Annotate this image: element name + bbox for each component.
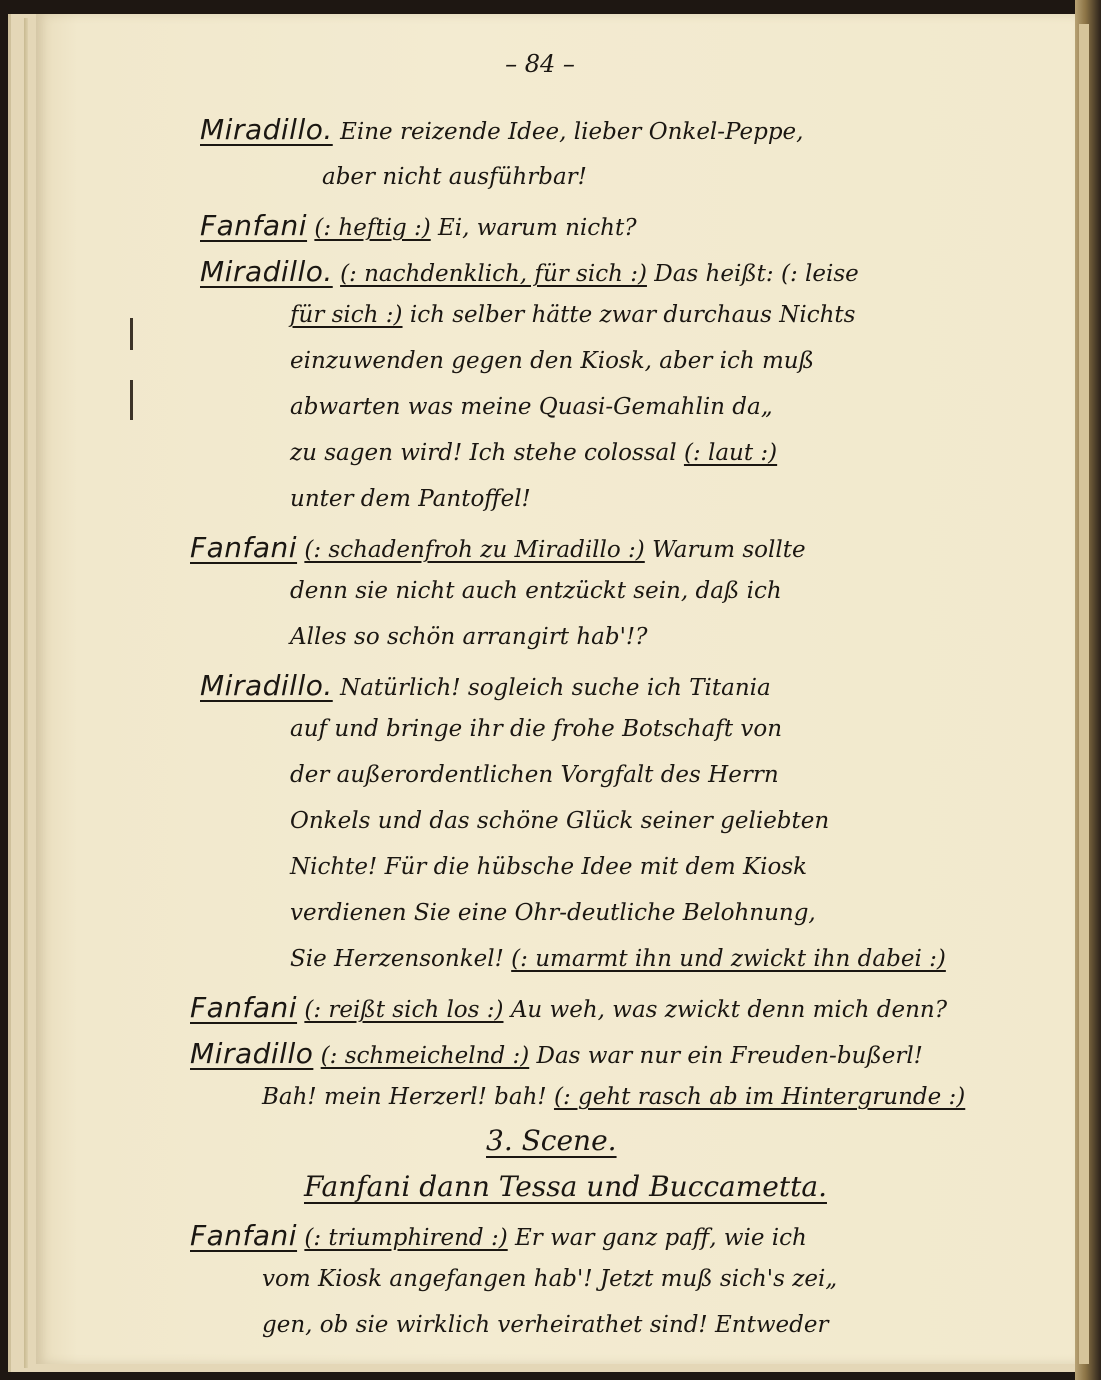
dialogue-text: unter dem Pantoffel! <box>290 486 531 512</box>
text-line-19 <box>290 948 946 971</box>
text-line-8 <box>290 442 777 465</box>
text-line-13 <box>200 669 771 702</box>
speaker-name: Fanfani <box>200 209 308 242</box>
text-line-20 <box>190 991 948 1024</box>
speaker-name: Miradillo <box>190 1037 314 1070</box>
dialogue-text: denn sie nicht auch entzückt sein, daß ich <box>290 578 782 604</box>
text-line-27 <box>262 1314 828 1337</box>
margin-mark <box>130 318 133 350</box>
text-line-5 <box>290 304 855 327</box>
text-line-6 <box>290 350 814 373</box>
speaker-name: Fanfani <box>190 991 298 1024</box>
text-line-17 <box>290 856 807 879</box>
text-line-1 <box>200 113 960 146</box>
speaker-name: Miradillo. <box>200 113 333 146</box>
stage-direction: (: schadenfroh zu Miradillo :) <box>304 537 645 563</box>
text-line-16 <box>290 810 829 833</box>
margin-mark <box>130 380 133 420</box>
book-edge <box>1075 0 1101 1380</box>
binding-gutter <box>24 18 28 1368</box>
text-line-3 <box>200 209 637 242</box>
stage-direction: (: triumphirend :) <box>304 1225 508 1251</box>
dialogue-text: Alles so schön arrangirt hab'!? <box>290 624 648 650</box>
dialogue-text: Bah! mein Herzerl! bah! <box>262 1084 547 1110</box>
stage-direction: (: schmeichelnd :) <box>320 1043 530 1069</box>
stage-direction: (: geht rasch ab im Hintergrunde :) <box>553 1084 966 1110</box>
stage-direction: (: heftig :) <box>314 215 431 241</box>
dialogue-text: vom Kiosk angefangen hab'! Jetzt muß sich's zei„ <box>262 1266 838 1292</box>
dialogue-text: Natürlich! sogleich suche ich Titania <box>340 675 771 701</box>
text-line-18 <box>290 902 816 925</box>
stage-direction: (: umarmt ihn und zwickt ihn dabei :) <box>511 946 946 972</box>
page-number: – 84 – <box>505 50 575 78</box>
speaker-name: Fanfani <box>190 1219 298 1252</box>
text-line-10 <box>190 531 806 564</box>
speaker-name: Fanfani <box>190 531 298 564</box>
dialogue-text: Sie Herzensonkel! <box>290 946 504 972</box>
speaker-name: Miradillo. <box>200 669 333 702</box>
speaker-name: Miradillo. <box>200 255 333 288</box>
dialogue-text: Warum sollte <box>652 537 806 563</box>
dialogue-text: Nichte! Für die hübsche Idee mit dem Kiosk <box>290 854 808 880</box>
text-line-25 <box>190 1219 807 1252</box>
dialogue-text: zu sagen wird! Ich stehe colossal <box>290 440 677 466</box>
stage-direction: (: laut :) <box>683 440 778 466</box>
dialogue-text: Au weh, was zwickt denn mich denn? <box>510 997 948 1023</box>
text-line-15 <box>290 764 779 787</box>
stage-direction: (: reißt sich los :) <box>304 997 504 1023</box>
text-line-2 <box>322 166 587 189</box>
scene-characters: Fanfani dann Tessa und Buccametta. <box>304 1170 827 1203</box>
text-line-21 <box>190 1037 923 1070</box>
dialogue-text: gen, ob sie wirklich verheirathet sind! Entweder <box>262 1312 829 1338</box>
dialogue-text: auf und bringe ihr die frohe Botschaft von <box>290 716 783 742</box>
text-line-22 <box>262 1086 965 1109</box>
dialogue-text: Er war ganz paff, wie ich <box>515 1225 807 1251</box>
text-line-12 <box>290 626 647 649</box>
stage-direction: für sich :) <box>290 302 403 328</box>
dialogue-text: abwarten was meine Quasi-Gemahlin da„ <box>290 394 773 420</box>
text-line-7 <box>290 396 773 419</box>
text-line-26 <box>262 1268 837 1291</box>
dialogue-text: verdienen Sie eine Ohr-deutliche Belohnung, <box>290 900 816 926</box>
dialogue-text: der außerordentlichen Vorgfalt des Herrn <box>290 762 779 788</box>
dialogue-text: Das war nur ein Freuden-bußerl! <box>536 1043 923 1069</box>
text-line-14 <box>290 718 782 741</box>
dialogue-text: Onkels und das schöne Glück seiner geliebten <box>290 808 830 834</box>
text-line-9 <box>290 488 531 511</box>
text-line-11 <box>290 580 782 603</box>
dialogue-text: ich selber hätte zwar durchaus Nichts <box>409 302 856 328</box>
scene-title: 3. Scene. <box>486 1124 617 1157</box>
dialogue-text: Eine reizende Idee, lieber Onkel-Peppe, <box>340 119 804 145</box>
dialogue-text: Das heißt: (: leise <box>654 261 859 287</box>
text-line-4 <box>200 255 859 288</box>
dialogue-text: Ei, warum nicht? <box>438 215 637 241</box>
dialogue-text: einzuwenden gegen den Kiosk, aber ich muß <box>290 348 814 374</box>
stage-direction: (: nachdenklich, für sich :) <box>340 261 647 287</box>
dialogue-text: aber nicht ausführbar! <box>322 164 587 190</box>
